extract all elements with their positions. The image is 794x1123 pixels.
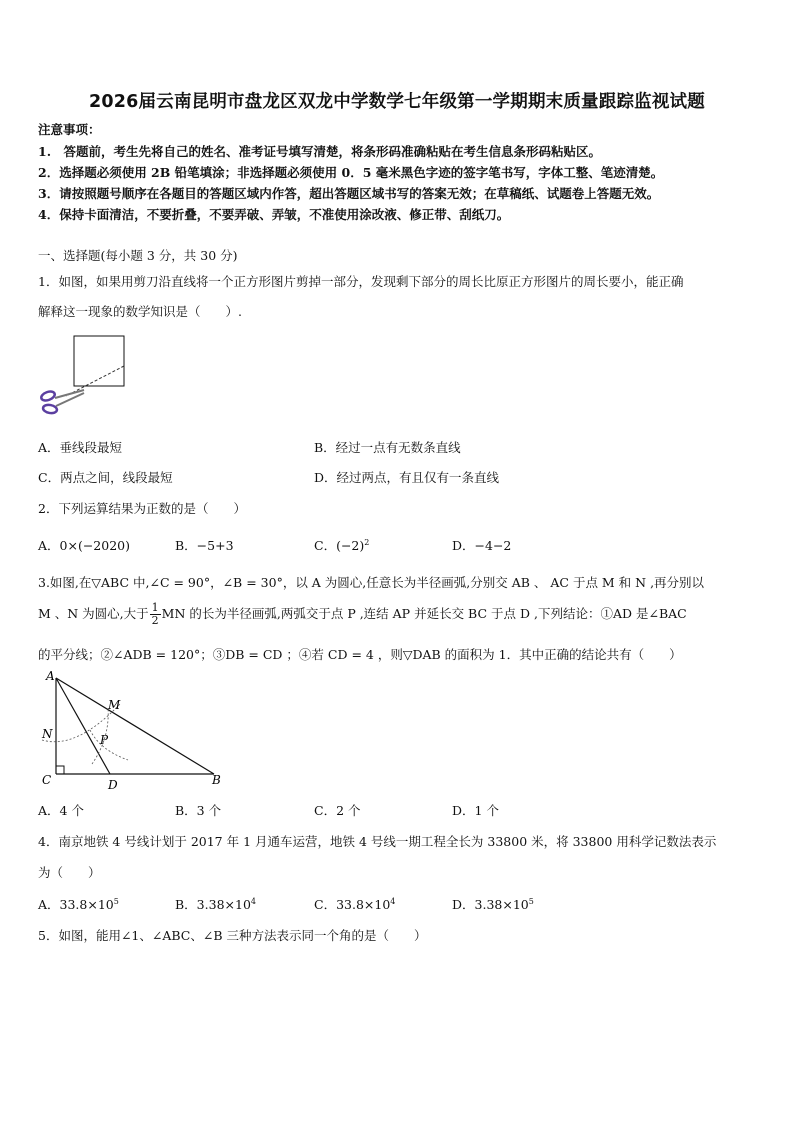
q3-label-c: C bbox=[42, 773, 52, 787]
notice-item-4: 4．保持卡面清洁，不要折叠，不要弄破、弄皱，不准使用涂改液、修正带、刮纸刀。 bbox=[38, 207, 510, 222]
q5-stem: 5．如图，能用∠1、∠ABC、∠B 三种方法表示同一个角的是（ ） bbox=[38, 928, 427, 943]
q3-label-m: M bbox=[108, 698, 121, 712]
q1-option-b: B．经过一点有无数条直线 bbox=[314, 440, 461, 455]
q2-option-c: C．$(-2)^2$ bbox=[314, 537, 370, 553]
q3-label-d: D bbox=[108, 778, 118, 792]
q4-stem-line2: 为（ ） bbox=[38, 865, 101, 880]
q1-figure bbox=[36, 330, 136, 422]
q4-option-b: B．$3.38\times 10^4$ bbox=[175, 896, 256, 912]
q3-stem-line3: 的平分线；②∠ADB = 120°；③DB = CD ；④若 CD = 4 ，则▽DAB 的面积为 1．其中正确的结论共有（ ） bbox=[38, 647, 682, 662]
q3-fraction: $\frac{1}{2}$ bbox=[151, 601, 159, 627]
notice-item-1: 1. 答题前，考生先将自己的姓名、准考证号填写清楚，将条形码准确粘贴在考生信息条形码粘贴区。 bbox=[38, 144, 602, 159]
q3-label-b: B bbox=[212, 773, 221, 787]
q2-option-d: D．−4−2 bbox=[452, 538, 512, 553]
q1-stem-line2: 解释这一现象的数学知识是（ ）. bbox=[38, 304, 242, 319]
q1-stem-line1: 1．如图，如果用剪刀沿直线将一个正方形图片剪掉一部分，发现剩下部分的周长比原正方形图片的周长要小，能正确 bbox=[38, 274, 684, 289]
q3-option-d: D．1 个 bbox=[452, 803, 499, 818]
q4-option-d: D．$3.38\times 10^5$ bbox=[452, 896, 534, 912]
notice-heading: 注意事项： bbox=[38, 122, 101, 137]
q3-label-a: A bbox=[46, 669, 55, 683]
q3-triangle-figure bbox=[36, 668, 236, 794]
q4-stem-line1: 4．南京地铁 4 号线计划于 2017 年 1 月通车运营，地铁 4 号线一期工程全长为 33800 米，将 33800 用科学记数法表示 bbox=[38, 834, 717, 849]
q1-option-a: A．垂线段最短 bbox=[38, 440, 123, 455]
page-title: 2026届云南昆明市盘龙区双龙中学数学七年级第一学期期末质量跟踪监视试题 bbox=[89, 92, 705, 112]
q2-option-b: B．−5+3 bbox=[175, 538, 234, 553]
q3-option-b: B．3 个 bbox=[175, 803, 222, 818]
notice-item-3: 3．请按照题号顺序在各题目的答题区域内作答，超出答题区域书写的答案无效；在草稿纸、试题卷上答题无效。 bbox=[38, 186, 660, 201]
q3-option-c: C．2 个 bbox=[314, 803, 361, 818]
q3-label-p: P bbox=[100, 733, 109, 747]
q1-option-d: D．经过两点，有且仅有一条直线 bbox=[314, 470, 500, 485]
section-heading: 一、选择题(每小题 3 分，共 30 分) bbox=[38, 248, 238, 263]
scissors-icon bbox=[40, 390, 84, 414]
q3-option-a: A．4 个 bbox=[38, 803, 84, 818]
q4-option-c: C．$33.8\times 10^4$ bbox=[314, 896, 396, 912]
notice-item-2: 2．选择题必须使用 2B 铅笔填涂；非选择题必须使用 0．5 毫米黑色字迹的签字笔书写，字体工整、笔迹清楚。 bbox=[38, 165, 664, 180]
q1-option-c: C．两点之间，线段最短 bbox=[38, 470, 173, 485]
q3-stem-line2: M 、N 为圆心,大于 $\frac{1}{2}$ MN 的长为半径画弧,两弧交于点 P ,连结 AP 并延长交 BC 于点 D ,下列结论：①AD 是∠BAC bbox=[38, 601, 687, 627]
q2-stem: 2．下列运算结果为正数的是（ ） bbox=[38, 501, 246, 516]
q2-option-a: A．0×(−2020) bbox=[38, 538, 130, 553]
q3-label-n: N bbox=[42, 727, 53, 741]
q3-stem-line1: 3.如图,在▽ABC 中,∠C = 90°，∠B = 30°，以 A 为圆心,任意长为半径画弧,分别交 AB 、 AC 于点 M 和 N ,再分别以 bbox=[38, 575, 705, 590]
q4-option-a: A．$33.8\times 10^5$ bbox=[38, 896, 119, 912]
